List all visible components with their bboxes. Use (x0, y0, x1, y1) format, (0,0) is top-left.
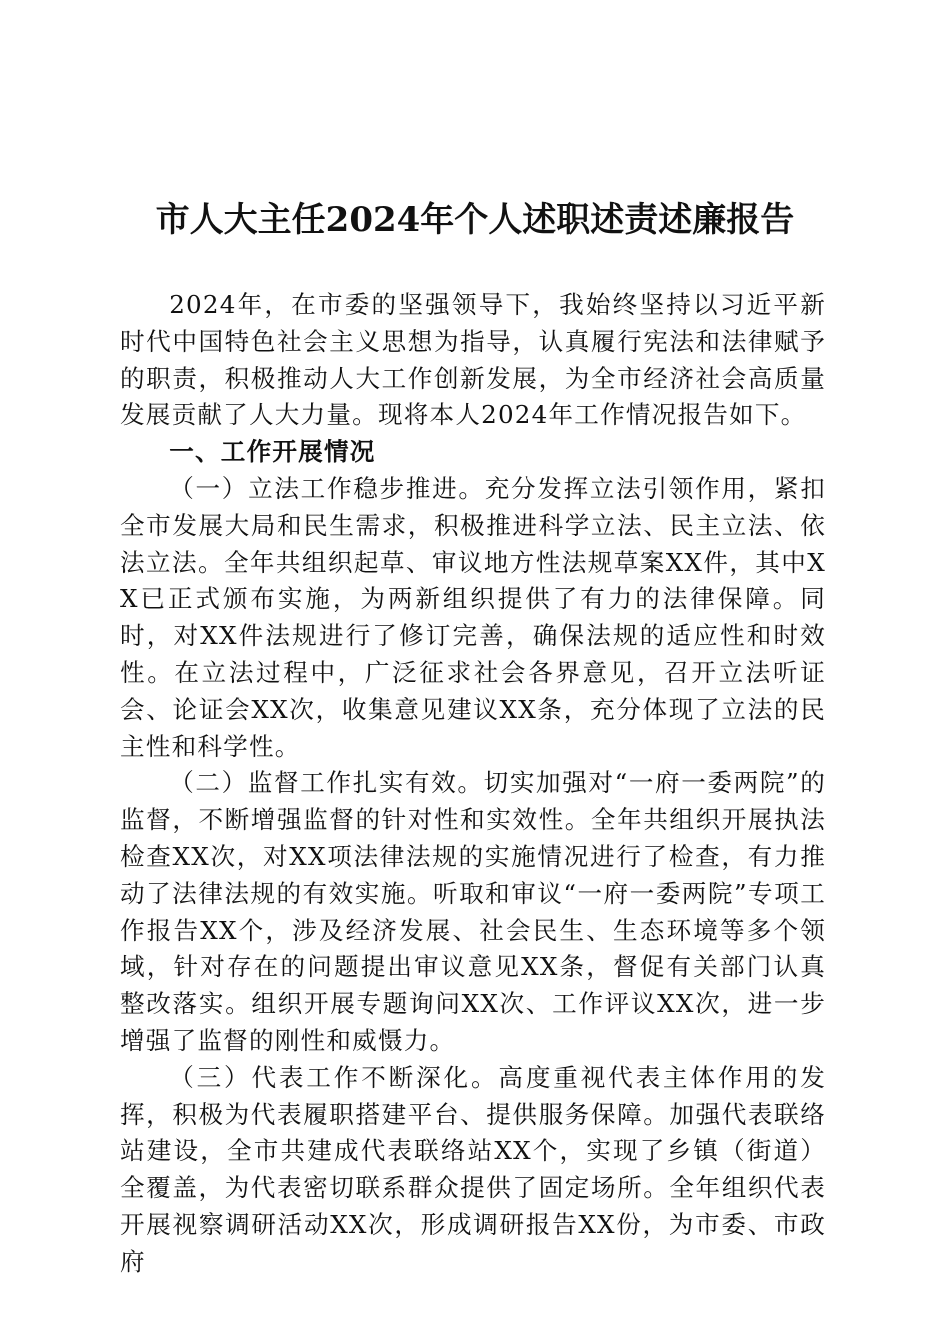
subsection-heading-3: （三）代表工作不断深化。 (169, 1062, 499, 1092)
subsection-paragraph-1 (120, 471, 826, 765)
subsection-paragraph-2 (120, 765, 826, 1059)
document-title: 市人大主任2024年个人述职述责述廉报告 (155, 200, 795, 240)
subsection-text-3: 高度重视代表主体作用的发挥，积极为代表履职搭建平台、提供服务保障。加强代表联络站建设，全市共建成代表联络站XX个，实现了乡镇（街道）全覆盖，为代表密切联系群众提供了固定场所。全年组织代表开展视察调研活动XX次，形成调研报告XX份，为市委、市政府 (120, 1062, 827, 1276)
document-body (120, 287, 826, 1281)
subsection-text-1: 充分发挥立法引领作用，紧扣全市发展大局和民生需求，积极推进科学立法、民主立法、依法立法。全年共组织起草、审议地方性法规草案XX件，其中XX已正式颁布实施，为两新组织提供了有力的法律保障。同时，对XX件法规进行了修订完善，确保法规的适应性和时效性。在立法过程中，广泛征求社会各界意见，召开立法听证会、论证会XX次，收集意见建议XX条，充分体现了立法的民主性和科学性。 (120, 473, 826, 761)
subsection-heading-1: （一）立法工作稳步推进。 (169, 473, 485, 503)
subsection-paragraph-3 (120, 1060, 826, 1281)
subsection-heading-2: （二）监督工作扎实有效。 (169, 768, 484, 798)
intro-paragraph: 2024年，在市委的坚强领导下，我始终坚持以习近平新时代中国特色社会主义思想为指导，认真履行宪法和法律赋予的职责，积极推动人大工作创新发展，为全市经济社会高质量发展贡献了人大力量。现将本人2024年工作情况报告如下。 (120, 290, 826, 430)
subsection-text-2: 切实加强对“一府一委两院”的监督，不断增强监督的针对性和实效性。全年共组织开展执法检查XX次，对XX项法律法规的实施情况进行了检查，有力推动了法律法规的有效实施。听取和审议“一府一委两院”专项工作报告XX个，涉及经济发展、社会民生、生态环境等多个领域，针对存在的问题提出审议意见XX条，督促有关部门认真整改落实。组织开展专题询问XX次、工作评议XX次，进一步增强了监督的刚性和威慑力。 (120, 768, 827, 1055)
section-heading: 一、工作开展情况 (169, 437, 376, 467)
